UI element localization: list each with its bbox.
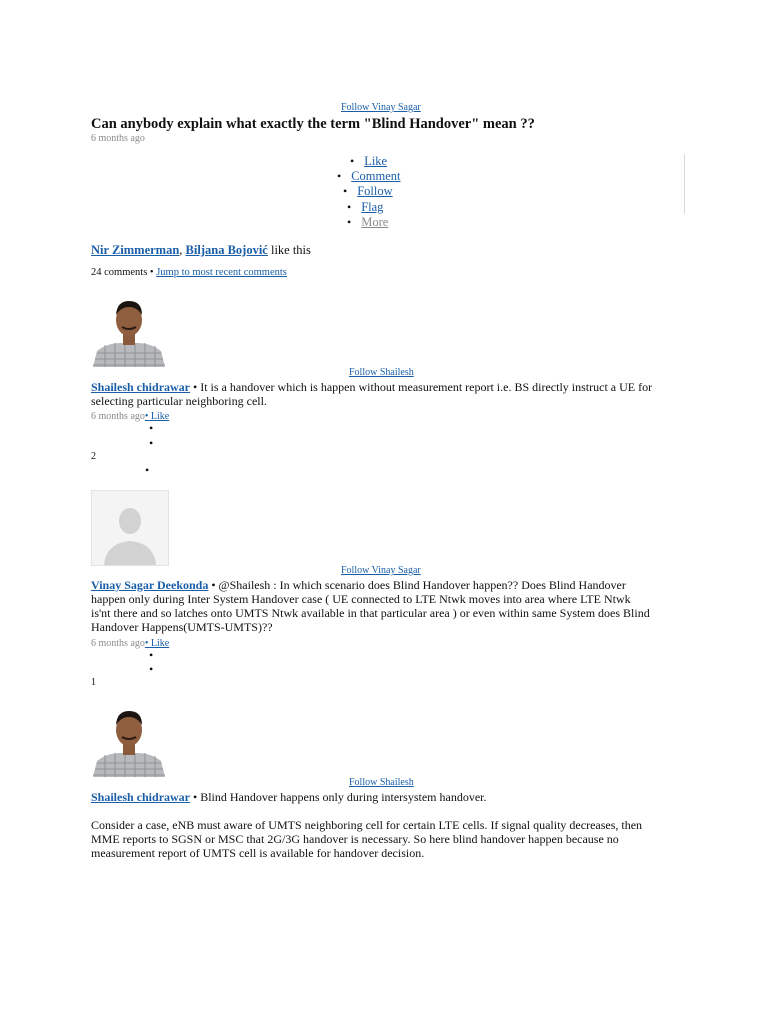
comment-2-time: 6 months ago [91,638,145,649]
comment-1-meta [91,408,169,423]
person-photo-icon [91,293,167,367]
comment-1-like-link[interactable]: • Like [144,411,170,422]
comments-count: 24 comments • [91,267,154,278]
bullet-icon: • [149,648,154,662]
likers-suffix: like this [270,243,311,257]
comments-meta [91,267,287,278]
comment-2-like-count: 1 [91,677,96,688]
bullet-icon: • [145,463,150,477]
comment-2-text-line-3: is'nt there and so latches onto UMTS Ntwk available in that particular area ) or even within same System does Blind [91,606,650,620]
comment-1-body [91,380,691,408]
bullet-icon: • [347,200,352,214]
comment-2-text-line-2: happen only during Inter System Handover case ( UE connected to LTE Ntwk moves into area where LTE Ntwk [91,592,631,606]
comment-2-text-line-1: • @Shailesh : In which scenario does Blind Handover happen?? Does Blind Handover [208,578,626,592]
comment-2-like-link[interactable]: • Like [144,638,170,649]
comment-3-author[interactable]: Shailesh chidrawar [91,790,191,804]
comment-3-para-line-1: Consider a case, eNB must aware of UMTS neighboring cell for certain LTE cells. If signal quality decreases, then [91,818,643,832]
person-photo-icon [91,703,167,777]
comment-3-para-line-3: measurement report of UMTS cell is available for handover decision. [91,846,425,860]
avatar-shailesh[interactable] [91,293,167,367]
comment-1-author[interactable]: Shailesh chidrawar [91,380,191,394]
follow-vinay-sagar-comment-link[interactable]: Follow Vinay Sagar [341,565,421,576]
follow-vinay-sagar-link[interactable]: Follow Vinay Sagar [341,102,421,113]
comment-1-like-count: 2 [91,451,96,462]
bullet-icon: • [337,169,342,183]
comment-link[interactable]: Comment [351,169,401,183]
likers-separator: , [179,243,183,257]
avatar-shailesh-2[interactable] [91,703,167,777]
question-title: Can anybody explain what exactly the term "Blind Handover" mean ?? [91,116,535,132]
comment-1-time: 6 months ago [91,411,145,422]
bullet-icon: • [149,662,154,676]
follow-shailesh-link[interactable]: Follow Shailesh [349,367,414,378]
more-link[interactable]: More [361,215,389,229]
like-link[interactable]: Like [364,154,388,168]
comment-2-meta [91,635,169,650]
bullet-icon: • [343,184,348,198]
comment-2-body [91,578,731,634]
comment-1-text-line-2: selecting particular neighboring cell. [91,394,267,408]
flag-link[interactable]: Flag [361,200,384,214]
comment-3-para-line-2: MME reports to SGSN or MSC that 2G/3G handover is necessary. So here blind handover happen because no [91,832,619,846]
bullet-icon: • [350,154,355,168]
bullet-icon: • [149,436,154,450]
follow-shailesh-link-2[interactable]: Follow Shailesh [349,777,414,788]
comment-1-text-line-1: • It is a handover which is happen without measurement report i.e. BS directly instruct a UE for [190,380,653,394]
question-time: 6 months ago [91,133,145,144]
comment-2-text-line-4: Handover Happens(UMTS-UMTS)?? [91,620,273,634]
bullet-icon: • [347,215,352,229]
liker-biljana-bojovic[interactable]: Biljana Bojović [185,243,268,257]
vertical-divider [684,154,685,214]
comment-3-body [91,790,731,860]
liker-nir-zimmerman[interactable]: Nir Zimmerman [91,243,180,257]
comment-3-text-line-1: • Blind Handover happens only during intersystem handover. [190,790,487,804]
avatar-vinay-sagar[interactable] [91,490,169,566]
comment-2-author[interactable]: Vinay Sagar Deekonda [91,578,209,592]
default-avatar-icon [92,491,168,565]
jump-to-recent-link[interactable]: Jump to most recent comments [156,267,287,278]
bullet-icon: • [149,421,154,435]
likers-line [91,243,311,258]
follow-link[interactable]: Follow [357,184,393,198]
